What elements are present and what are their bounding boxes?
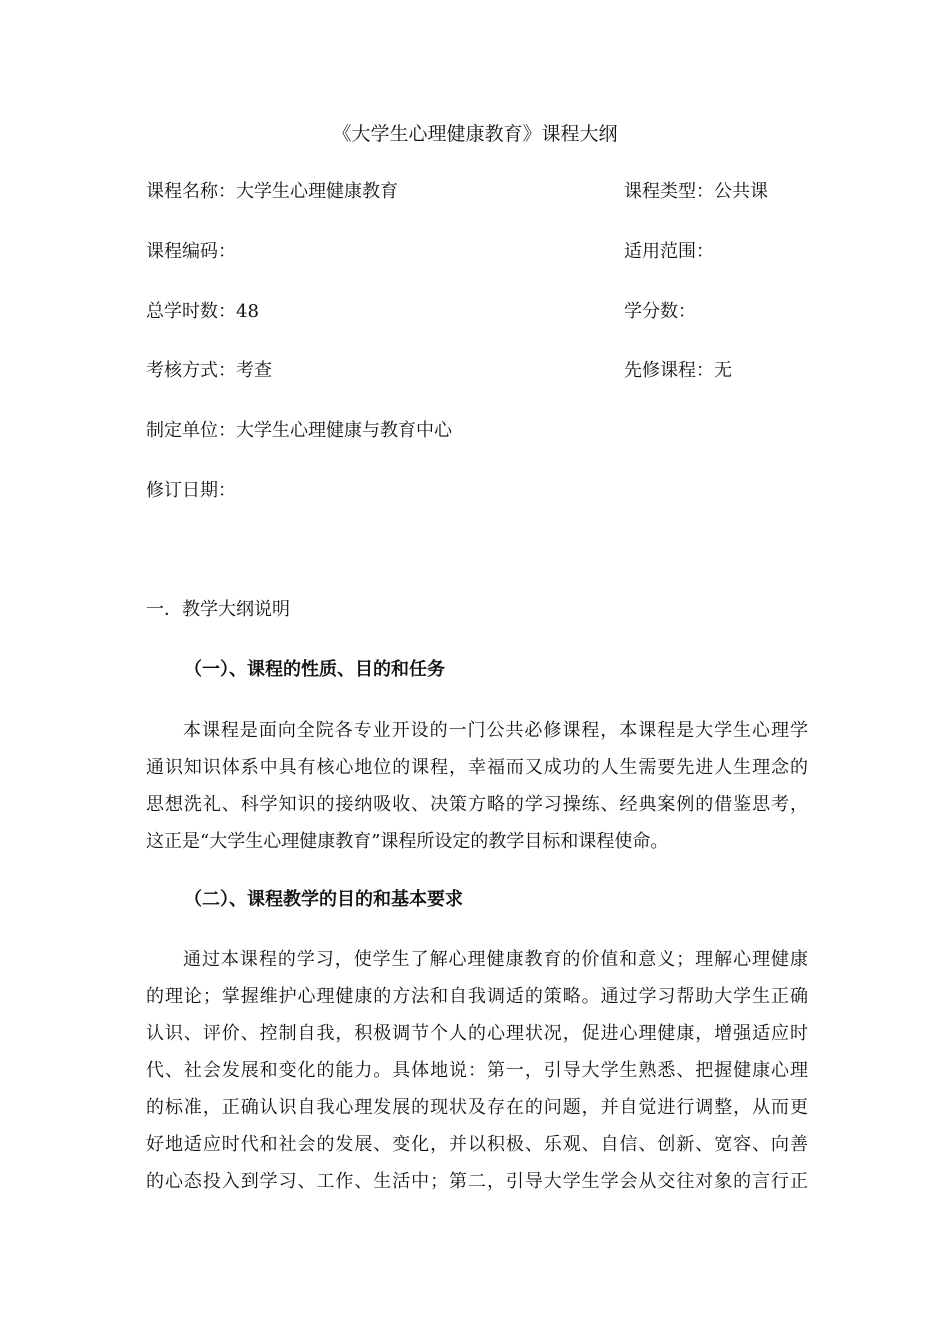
total-hours: 总学时数：48	[146, 301, 259, 322]
applicable-scope: 适用范围：	[624, 241, 714, 262]
paragraph-line: 的心态投入到学习、工作、生活中；第二，引导大学生学会从交往对象的言行正	[146, 1171, 808, 1192]
paragraph-line: 认识、评价、控制自我，积极调节个人的心理状况，促进心理健康，增强适应时	[146, 1023, 808, 1044]
paragraph-line: 通识知识体系中具有核心地位的课程，幸福而又成功的人生需要先进人生理念的	[146, 757, 808, 778]
course-type: 课程类型：公共课	[624, 181, 768, 202]
credits: 学分数：	[624, 301, 696, 322]
paragraph-line: 好地适应时代和社会的发展、变化，并以积极、乐观、自信、创新、宽容、向善	[146, 1134, 808, 1155]
course-name: 课程名称：大学生心理健康教育	[146, 181, 398, 202]
paragraph-line: 通过本课程的学习，使学生了解心理健康教育的价值和意义；理解心理健康	[183, 949, 808, 970]
paragraph-requirements	[146, 941, 808, 1200]
info-row-course-code	[146, 238, 826, 266]
paragraph-line: 本课程是面向全院各专业开设的一门公共必修课程，本课程是大学生心理学	[183, 720, 808, 741]
paragraph-line: 思想洗礼、科学知识的接纳吸收、决策方略的学习操练、经典案例的借鉴思考，	[146, 794, 808, 815]
paragraph-nature	[146, 712, 808, 860]
info-row-total-hours	[146, 298, 826, 326]
paragraph-line: 代、社会发展和变化的能力。具体地说：第一，引导大学生熟悉、把握健康心理	[146, 1060, 808, 1081]
paragraph-line: 的标准，正确认识自我心理发展的现状及存在的问题，并自觉进行调整，从而更	[146, 1097, 808, 1118]
info-row-revision-date	[146, 477, 826, 505]
info-row-unit	[146, 417, 826, 445]
paragraph-line: 这正是“大学生心理健康教育”课程所设定的教学目标和课程使命。	[146, 831, 669, 852]
assessment-method: 考核方式：考查	[146, 360, 272, 381]
info-row-assessment	[146, 357, 826, 385]
section-heading: 一．教学大纲说明	[146, 599, 290, 620]
sub-heading-nature: （一）、课程的性质、目的和任务	[184, 659, 445, 680]
sub-heading-requirements: （二）、课程教学的目的和基本要求	[184, 889, 463, 910]
info-row-course-name	[146, 178, 826, 206]
course-code: 课程编码：	[146, 241, 236, 262]
revision-date: 修订日期：	[146, 480, 236, 501]
paragraph-line: 的理论；掌握维护心理健康的方法和自我调适的策略。通过学习帮助大学生正确	[146, 986, 808, 1007]
document-title: 《大学生心理健康教育》课程大纲	[332, 123, 618, 145]
issuing-unit: 制定单位：大学生心理健康与教育中心	[146, 420, 452, 441]
prerequisite: 先修课程：无	[624, 360, 732, 381]
